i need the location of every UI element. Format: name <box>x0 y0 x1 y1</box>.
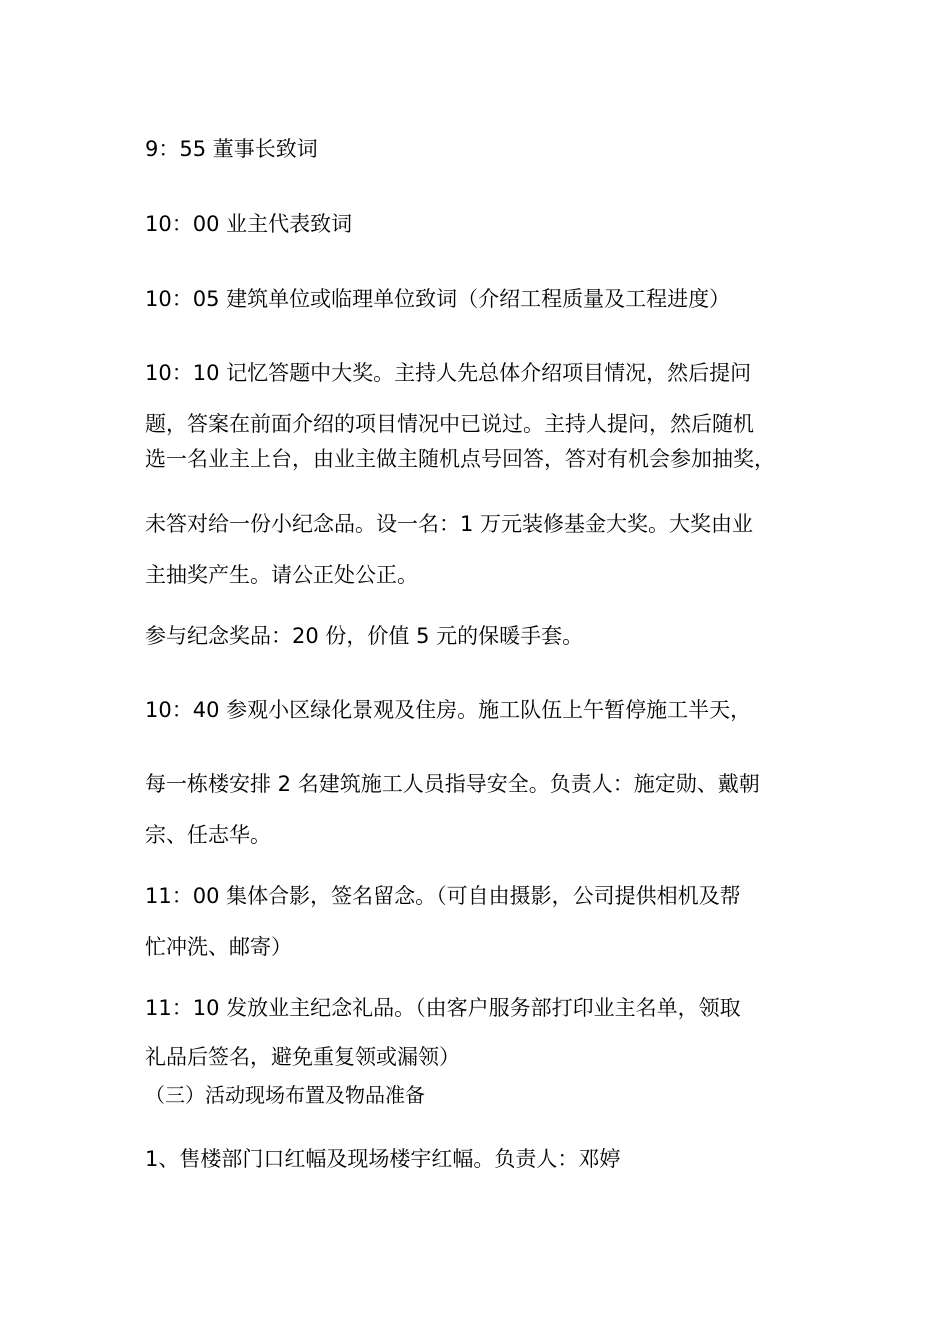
schedule-line-1005: 10：05 建筑单位或临理单位致词（介绍工程质量及工程进度） <box>145 287 731 311</box>
paragraph-line: 参与纪念奖品：20 份，价值 5 元的保暖手套。 <box>145 624 584 648</box>
schedule-line-1010: 10：10 记忆答题中大奖。主持人先总体介绍项目情况，然后提问 <box>145 361 752 385</box>
schedule-line-0955: 9：55 董事长致词 <box>145 137 318 161</box>
paragraph-line: 未答对给一份小纪念品。设一名：1 万元装修基金大奖。大奖由业 <box>145 512 754 536</box>
paragraph-line: 忙冲洗、邮寄） <box>145 935 292 959</box>
paragraph-line: 选一名业主上台，由业主做主随机点号回答，答对有机会参加抽奖， <box>145 447 775 471</box>
schedule-line-1000: 10：00 业主代表致词 <box>145 212 353 236</box>
paragraph-line: 题，答案在前面介绍的项目情况中已说过。主持人提问，然后随机 <box>145 412 754 436</box>
paragraph-line: 主抽奖产生。请公正处公正。 <box>145 563 418 587</box>
schedule-line-1100: 11：00 集体合影，签名留念。（可自由摄影，公司提供相机及帮 <box>145 884 741 908</box>
paragraph-line: 宗、任志华。 <box>145 823 271 847</box>
section-heading: （三）活动现场布置及物品准备 <box>145 1083 425 1107</box>
paragraph-line: 每一栋楼安排 2 名建筑施工人员指导安全。负责人：施定勋、戴朝 <box>145 772 760 796</box>
list-item: 1、售楼部门口红幅及现场楼宇红幅。负责人：邓婷 <box>145 1147 621 1171</box>
schedule-line-1040: 10：40 参观小区绿化景观及住房。施工队伍上午暂停施工半天， <box>145 698 752 722</box>
paragraph-line: 礼品后签名，避免重复领或漏领） <box>145 1045 460 1069</box>
schedule-line-1110: 11：10 发放业主纪念礼品。（由客户服务部打印业主名单，领取 <box>145 996 741 1020</box>
